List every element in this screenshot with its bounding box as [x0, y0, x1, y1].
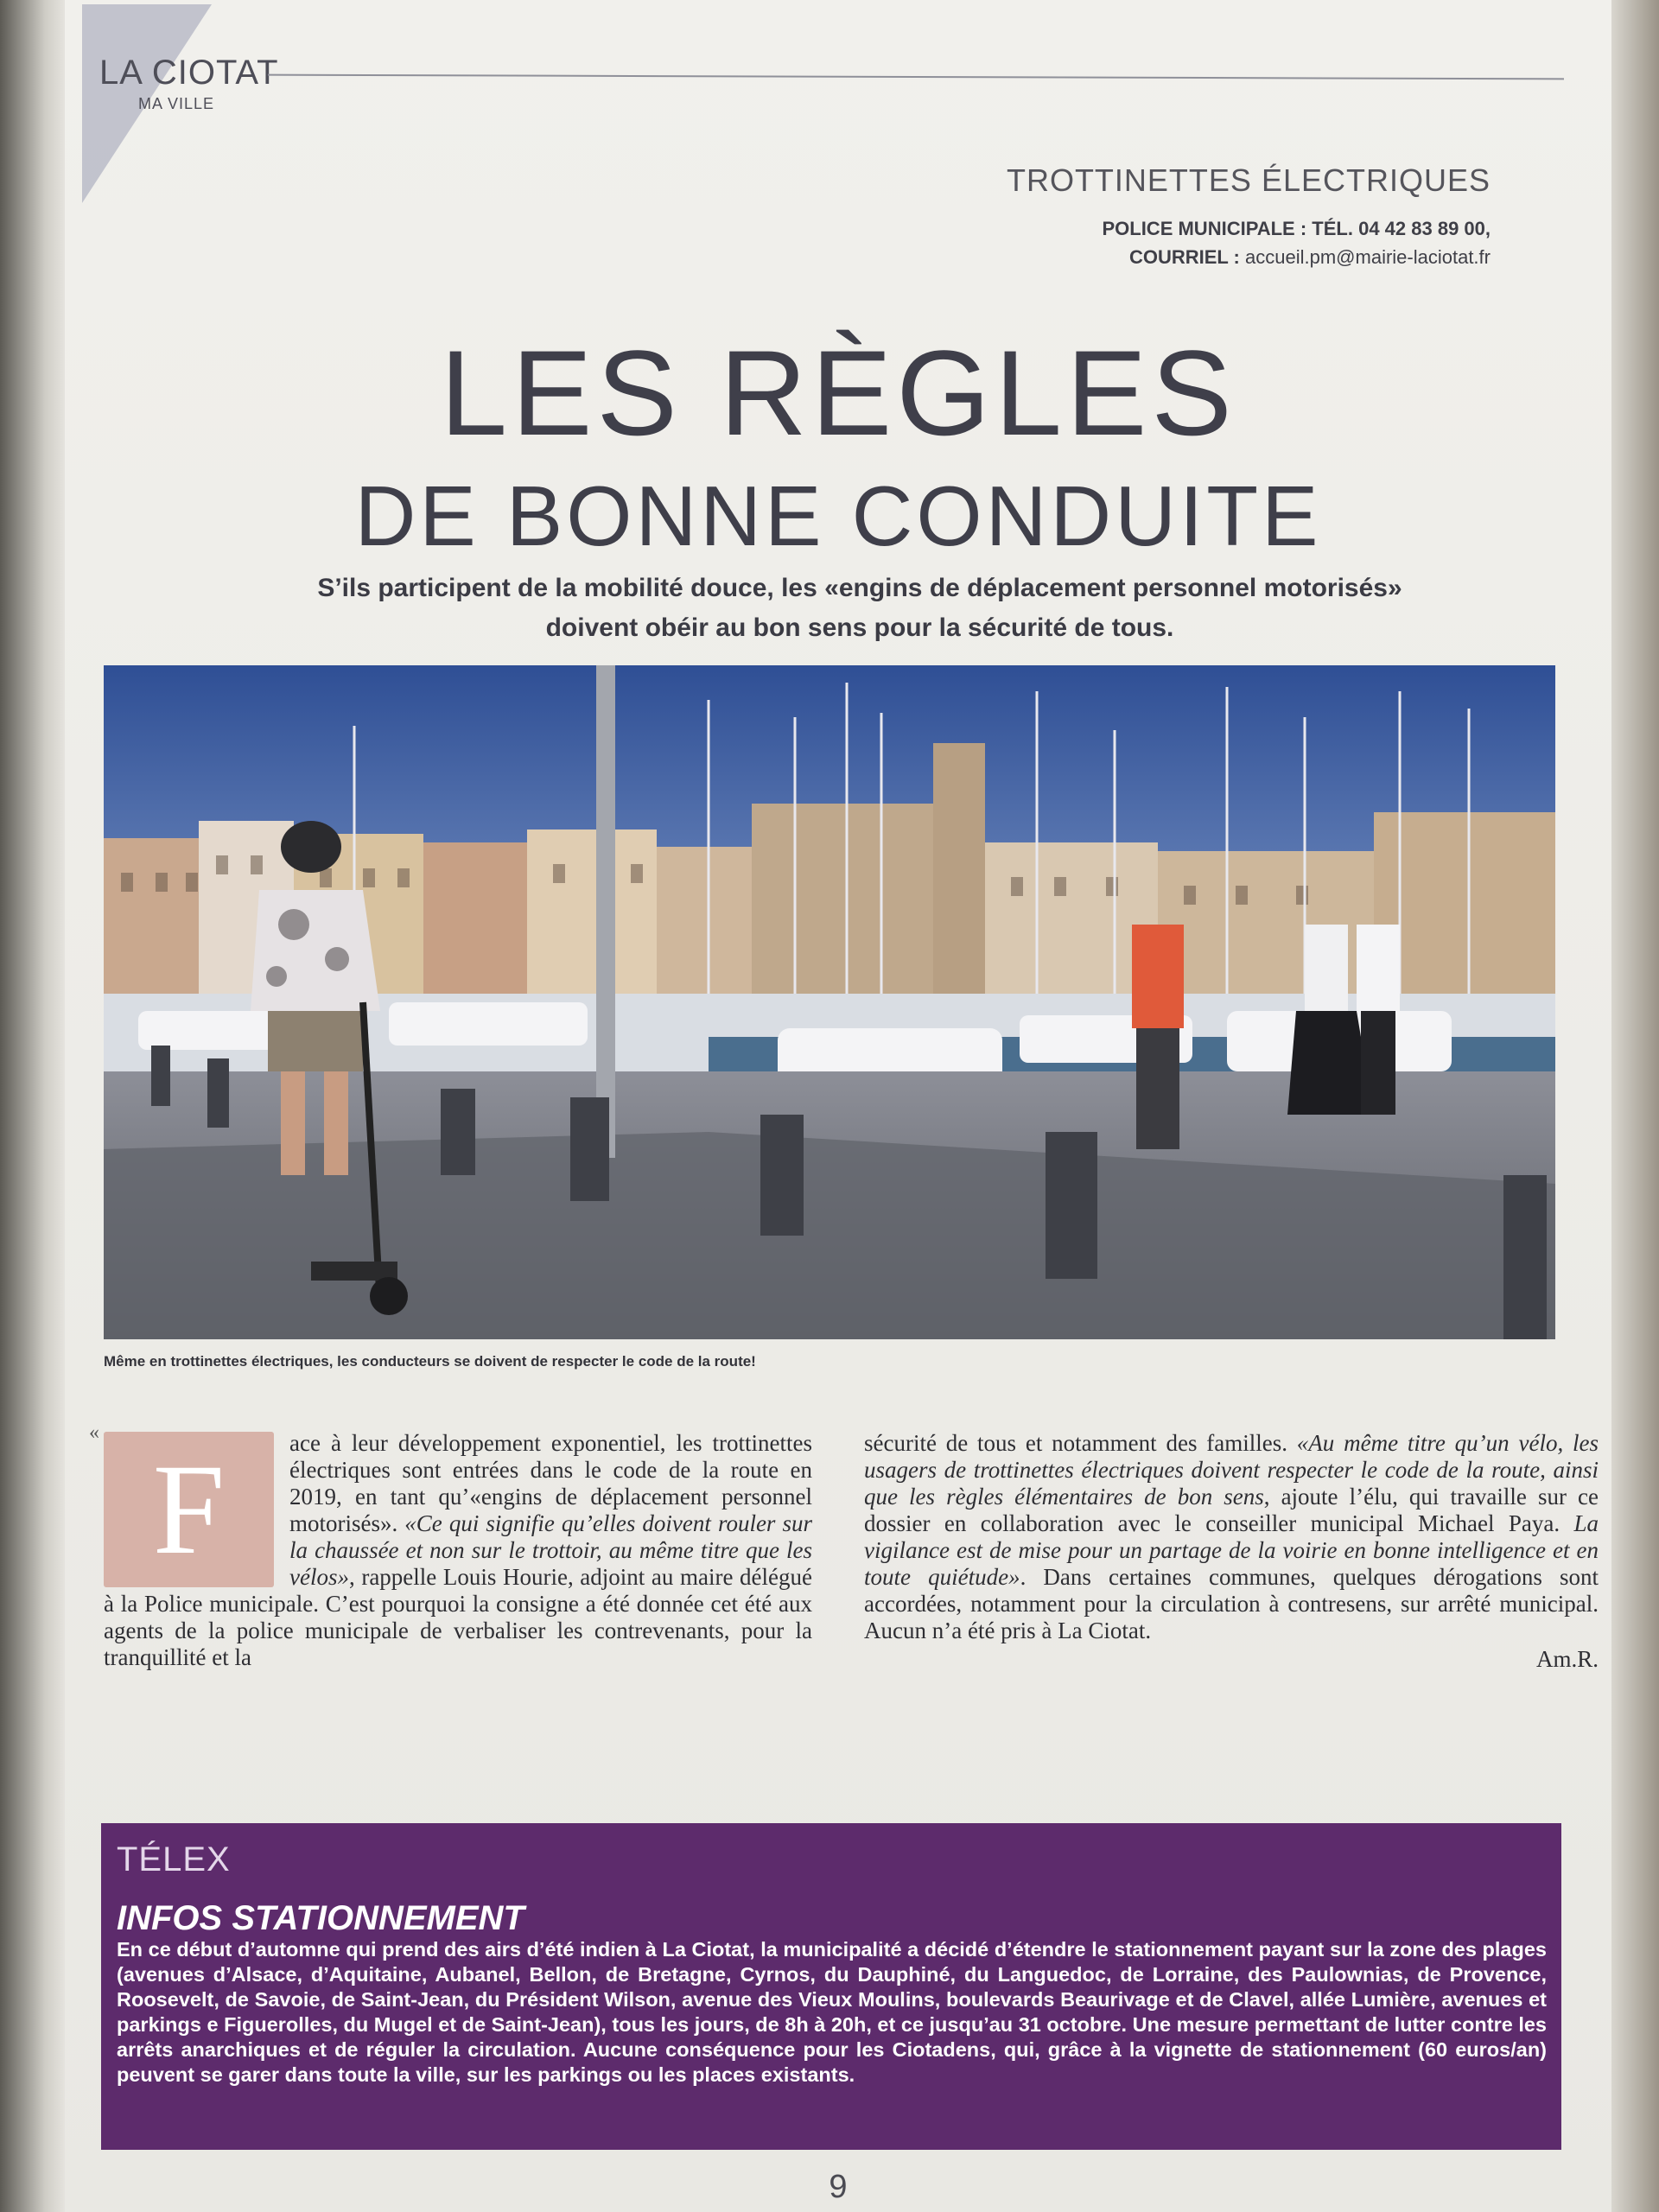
photo-caption: Même en trottinettes électriques, les conducteurs se doivent de respecter le code de la route! — [104, 1353, 756, 1370]
standfirst-line-2: doivent obéir au bon sens pour la sécurité de tous. — [545, 613, 1174, 642]
section-label: TROTTINETTES ÉLECTRIQUES — [1006, 162, 1491, 198]
binding-shadow — [0, 0, 65, 2212]
page-edge — [1611, 0, 1659, 2212]
article-text: , ajoute l’élu, qui travaille sur ce dossier en collaboration avec le conseiller municipal Michael Paya. — [864, 1484, 1599, 1536]
email-label: COURRIEL : — [1128, 246, 1240, 268]
header-rule — [268, 74, 1564, 80]
email-address: accueil.pm@mairie-laciotat.fr — [1245, 246, 1491, 268]
brand-subtitle: MA VILLE — [138, 95, 215, 112]
article-column-2 — [864, 1430, 1599, 1673]
brand-name: LA CIOTAT — [99, 54, 279, 92]
contact-block — [1102, 214, 1491, 271]
telex-body: En ce début d’automne qui prend des airs d’été indien à La Ciotat, la municipalité a décidé d’étendre le stationnement payant sur la zone des plages (avenues d’Alsace, d’Aquitaine, Aubanel, Bellon, de Bretagne, Cyrnos, du Dauphiné, du Languedoc, de Lorraine, des Paulownias, de Provence, Roosevelt, de Savoie, de Saint-Jean, du Président Wilson, avenue des Vieux Moulins, boulevards Beaurivage et de Clavel, allée Lumière, avenues et parkings e Figuerolles, du Mugel et de Saint-Jean), tous les jours, de 8h à 20h, et ce jusqu’au 31 octobre. Une mesure permettant de lutter contre les arrêts anarchiques et de réguler la circulation. Aucune conséquence pour les Ciotadens, qui, grâce à la vignette de stationnement (60 euros/an) peuvent se garer dans toute la ville, sur les parkings ou les places existants. — [117, 1938, 1547, 2086]
phone-number: 04 42 83 89 00, — [1358, 218, 1491, 239]
article-quote: La vigilance est de mise pour un partage de la voirie en bonne intelligence et en toute quiétude» — [864, 1510, 1599, 1590]
dropcap-letter: F — [104, 1432, 274, 1587]
contact-phone-line — [1102, 214, 1491, 243]
standfirst — [194, 569, 1525, 648]
standfirst-line-1: S’ils participent de la mobilité douce, les «engins de déplacement personnel motorisés» — [317, 574, 1402, 602]
harbour-scooter-photo — [104, 665, 1555, 1339]
article-column-1 — [104, 1430, 812, 1671]
article-quote: «Ce qui signifie qu’elles doivent rouler sur la chaussée et non sur le trottoir, au même titre que les vélos» — [289, 1510, 812, 1590]
article-paragraph-2 — [864, 1430, 1599, 1644]
telex-headline: INFOS STATIONNEMENT — [117, 1899, 524, 1937]
telex-box — [101, 1823, 1561, 2150]
article-quote: «Au même titre qu’un vélo, les usagers de trottinettes électriques doivent respecter le code de la route, ainsi que les règles élémentaires de bon sens — [864, 1430, 1599, 1510]
telex-tag: TÉLEX — [117, 1840, 231, 1878]
headline-line-1: LES RÈGLES — [440, 325, 1236, 461]
article-text: , rappelle Louis Hourie, adjoint au maire délégué à la Police municipale. C’est pourquoi la consigne a été donnée cet été aux agents de la police municipale de verbaliser les contrevenants, pour la tranquillité et la — [104, 1564, 812, 1670]
article-text: . Dans certaines communes, quelques dérogations sont accordées, notamment pour la circulation à contresens, sur arrêté municipal. Aucun n’a été pris à La Ciotat. — [864, 1564, 1599, 1643]
article-text: ace à leur développement exponentiel, les trottinettes électriques sont entrées dans le code de la route en 2019, en tant qu’«engins de déplacement personnel motorisés». — [289, 1430, 812, 1536]
magazine-page — [65, 0, 1611, 2212]
page-number: 9 — [829, 2169, 848, 2205]
phone-label: POLICE MUNICIPALE : TÉL. — [1102, 218, 1353, 239]
article-text: sécurité de tous et notamment des familles. — [864, 1430, 1297, 1456]
author-signature: Am.R. — [1535, 1646, 1599, 1672]
headline-line-2: DE BONNE CONDUITE — [354, 468, 1322, 563]
brand-logo — [99, 54, 279, 112]
opening-quote-mark: « — [89, 1421, 99, 1444]
contact-email-line — [1102, 243, 1491, 271]
